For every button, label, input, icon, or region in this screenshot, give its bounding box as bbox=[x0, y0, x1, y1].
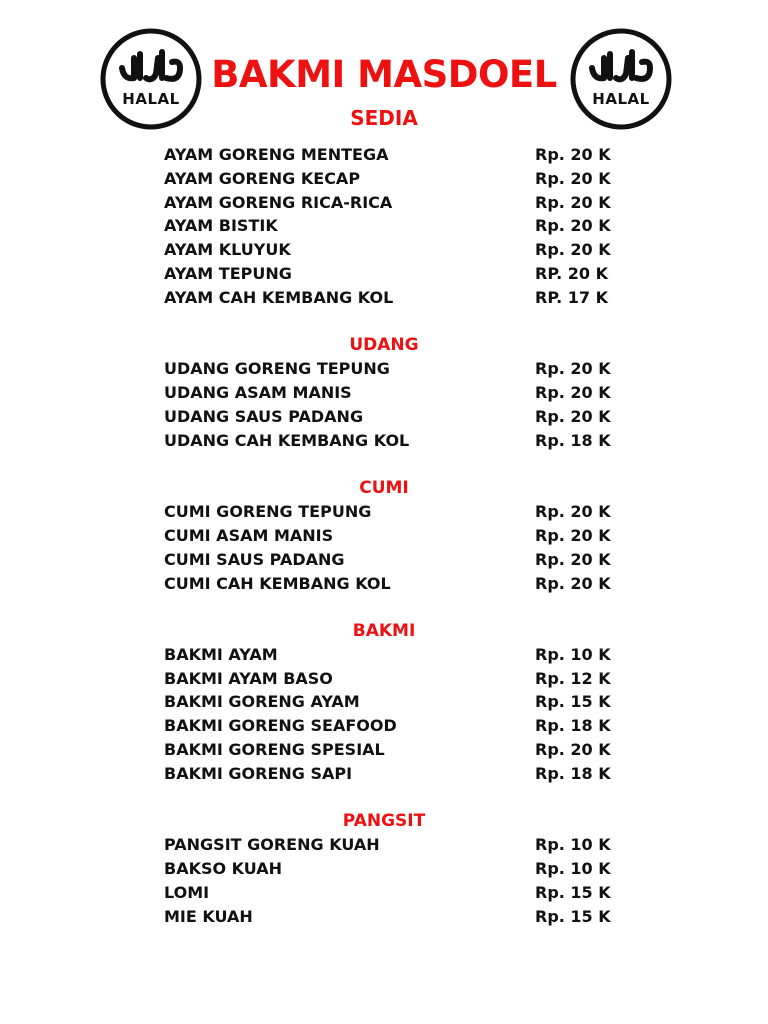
section-title-cumi: CUMI bbox=[359, 478, 409, 498]
menu-item-price: Rp. 20 K bbox=[535, 383, 611, 402]
menu-item-price: Rp. 20 K bbox=[535, 526, 611, 545]
menu-item-name: BAKMI AYAM bbox=[164, 645, 278, 664]
menu-item-price: Rp. 15 K bbox=[535, 907, 611, 926]
menu-item bbox=[164, 143, 634, 167]
menu-item-name: BAKMI GORENG SPESIAL bbox=[164, 740, 385, 759]
menu-item bbox=[164, 548, 634, 572]
menu-item bbox=[164, 238, 634, 262]
menu-item-name: LOMI bbox=[164, 883, 210, 902]
menu-item-name: BAKMI AYAM BASO bbox=[164, 669, 333, 688]
menu-item bbox=[164, 738, 634, 762]
menu-item bbox=[164, 690, 634, 714]
menu-item-price: Rp. 20 K bbox=[535, 359, 611, 378]
section-title-pangsit: PANGSIT bbox=[342, 811, 426, 831]
menu-item bbox=[164, 286, 634, 310]
menu-item-price: Rp. 20 K bbox=[535, 407, 611, 426]
menu-item bbox=[164, 214, 634, 238]
menu-item-price: Rp. 20 K bbox=[535, 216, 611, 235]
menu-item-price: RP. 17 K bbox=[535, 288, 608, 307]
menu-item bbox=[164, 500, 634, 524]
menu-item-name: AYAM GORENG RICA-RICA bbox=[164, 193, 393, 212]
menu-item-name: AYAM KLUYUK bbox=[164, 240, 291, 259]
menu-item bbox=[164, 381, 634, 405]
menu-item bbox=[164, 429, 634, 453]
menu-item bbox=[164, 262, 634, 286]
menu-item bbox=[164, 714, 634, 738]
section-title-udang: UDANG bbox=[349, 335, 419, 355]
menu-item bbox=[164, 405, 634, 429]
menu-item bbox=[164, 357, 634, 381]
menu-item-name: AYAM GORENG KECAP bbox=[164, 169, 361, 188]
menu-item-name: BAKMI GORENG SEAFOOD bbox=[164, 716, 397, 735]
menu-item-price: Rp. 18 K bbox=[535, 764, 611, 783]
menu-item bbox=[164, 524, 634, 548]
menu-item bbox=[164, 905, 634, 929]
menu-item-price: Rp. 20 K bbox=[535, 740, 611, 759]
menu-item-price: Rp. 10 K bbox=[535, 859, 611, 878]
menu-item-price: Rp. 20 K bbox=[535, 502, 611, 521]
menu-item-name: AYAM GORENG MENTEGA bbox=[164, 145, 389, 164]
menu-item-price: Rp. 10 K bbox=[535, 835, 611, 854]
menu-item-name: PANGSIT GORENG KUAH bbox=[164, 835, 380, 854]
menu-item bbox=[164, 667, 634, 691]
menu-item-name: BAKMI GORENG AYAM bbox=[164, 692, 360, 711]
menu-item-name: UDANG ASAM MANIS bbox=[164, 383, 352, 402]
menu-item-name: CUMI GORENG TEPUNG bbox=[164, 502, 372, 521]
menu-item bbox=[164, 572, 634, 596]
menu-item-price: Rp. 20 K bbox=[535, 169, 611, 188]
menu-item-name: UDANG CAH KEMBANG KOL bbox=[164, 431, 410, 450]
menu-item-name: CUMI SAUS PADANG bbox=[164, 550, 345, 569]
menu-item bbox=[164, 762, 634, 786]
menu-item-name: UDANG SAUS PADANG bbox=[164, 407, 364, 426]
menu-item bbox=[164, 191, 634, 215]
menu-item-name: MIE KUAH bbox=[164, 907, 253, 926]
menu-item-price: RP. 20 K bbox=[535, 264, 608, 283]
menu-item bbox=[164, 167, 634, 191]
menu-item-name: BAKMI GORENG SAPI bbox=[164, 764, 353, 783]
menu-item-price: Rp. 18 K bbox=[535, 431, 611, 450]
section-title-sedia: SEDIA bbox=[350, 106, 418, 130]
restaurant-title: BAKMI MASDOEL bbox=[211, 53, 557, 96]
halal-label-left: HALAL bbox=[122, 90, 180, 108]
menu-item bbox=[164, 881, 634, 905]
menu-item bbox=[164, 857, 634, 881]
menu-item-name: CUMI ASAM MANIS bbox=[164, 526, 334, 545]
menu-item-price: Rp. 20 K bbox=[535, 145, 611, 164]
menu-item-price: Rp. 15 K bbox=[535, 692, 611, 711]
halal-label-right: HALAL bbox=[592, 90, 650, 108]
menu-item bbox=[164, 833, 634, 857]
menu-item-price: Rp. 12 K bbox=[535, 669, 611, 688]
menu-item-price: Rp. 10 K bbox=[535, 645, 611, 664]
menu-item-price: Rp. 15 K bbox=[535, 883, 611, 902]
menu-item-name: UDANG GORENG TEPUNG bbox=[164, 359, 390, 378]
section-title-bakmi: BAKMI bbox=[352, 621, 416, 641]
menu-item bbox=[164, 643, 634, 667]
menu-item-name: AYAM TEPUNG bbox=[164, 264, 292, 283]
menu-item-name: BAKSO KUAH bbox=[164, 859, 283, 878]
menu-item-name: AYAM BISTIK bbox=[164, 216, 278, 235]
menu-item-price: Rp. 20 K bbox=[535, 574, 611, 593]
menu-item-price: Rp. 18 K bbox=[535, 716, 611, 735]
menu-item-name: AYAM CAH KEMBANG KOL bbox=[164, 288, 394, 307]
menu-item-price: Rp. 20 K bbox=[535, 240, 611, 259]
menu-item-price: Rp. 20 K bbox=[535, 193, 611, 212]
menu-item-price: Rp. 20 K bbox=[535, 550, 611, 569]
menu-item-name: CUMI CAH KEMBANG KOL bbox=[164, 574, 391, 593]
